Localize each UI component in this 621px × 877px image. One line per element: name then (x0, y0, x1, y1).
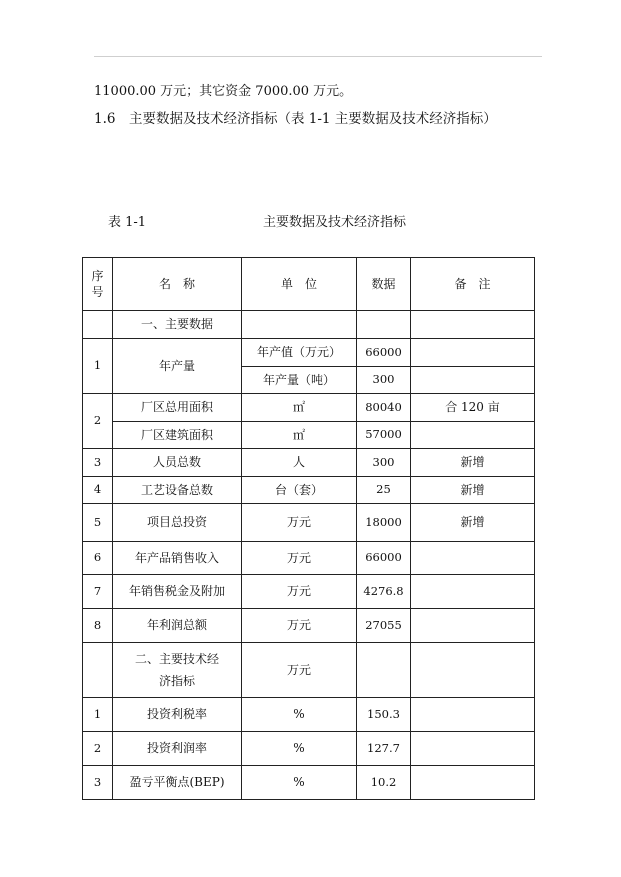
header-unit: 单 位 (242, 258, 357, 311)
table-row: 6 年产品销售收入 万元 66000 (83, 542, 535, 575)
header-remark: 备 注 (411, 258, 535, 311)
header-rule (94, 56, 542, 57)
table-row: 2 投资利润率 % 127.7 (83, 732, 535, 766)
table-row: 1 投资利税率 % 150.3 (83, 698, 535, 732)
header-name: 名 称 (113, 258, 242, 311)
table-row: 5 项目总投资 万元 18000 新增 (83, 504, 535, 542)
table-row: 二、主要技术经济指标 万元 (83, 643, 535, 698)
indicators-table (82, 257, 535, 800)
table-row: 年产量（吨） 300 (83, 367, 535, 394)
section-heading: 1.6 主要数据及技术经济指标（表 1-1 主要数据及技术经济指标） (94, 111, 497, 127)
section-label: 二、主要技术经济指标 (113, 643, 242, 698)
section-label: 一、主要数据 (113, 311, 242, 339)
header-data: 数据 (357, 258, 411, 311)
header-seq: 序号 (83, 258, 113, 311)
table-row: 7 年销售税金及附加 万元 4276.8 (83, 575, 535, 609)
table-row: 1 年产量 年产值（万元） 66000 (83, 339, 535, 367)
table-row: 4 工艺设备总数 台（套） 25 新增 (83, 477, 535, 504)
table-row: 8 年利润总额 万元 27055 (83, 609, 535, 643)
table-row: 2 厂区总用面积 ㎡ 80040 合 120 亩 (83, 394, 535, 422)
table-title: 主要数据及技术经济指标 (263, 215, 407, 230)
table-row: 3 人员总数 人 300 新增 (83, 449, 535, 477)
table-row (83, 311, 535, 339)
table-header-row (83, 258, 535, 311)
body-text-line: 11000.00 万元；其它资金 7000.00 万元。 (94, 84, 353, 99)
table-row: 厂区建筑面积 ㎡ 57000 (83, 422, 535, 449)
table-label: 表 1-1 (108, 215, 147, 230)
table-row: 3 盈亏平衡点(BEP) % 10.2 (83, 766, 535, 800)
